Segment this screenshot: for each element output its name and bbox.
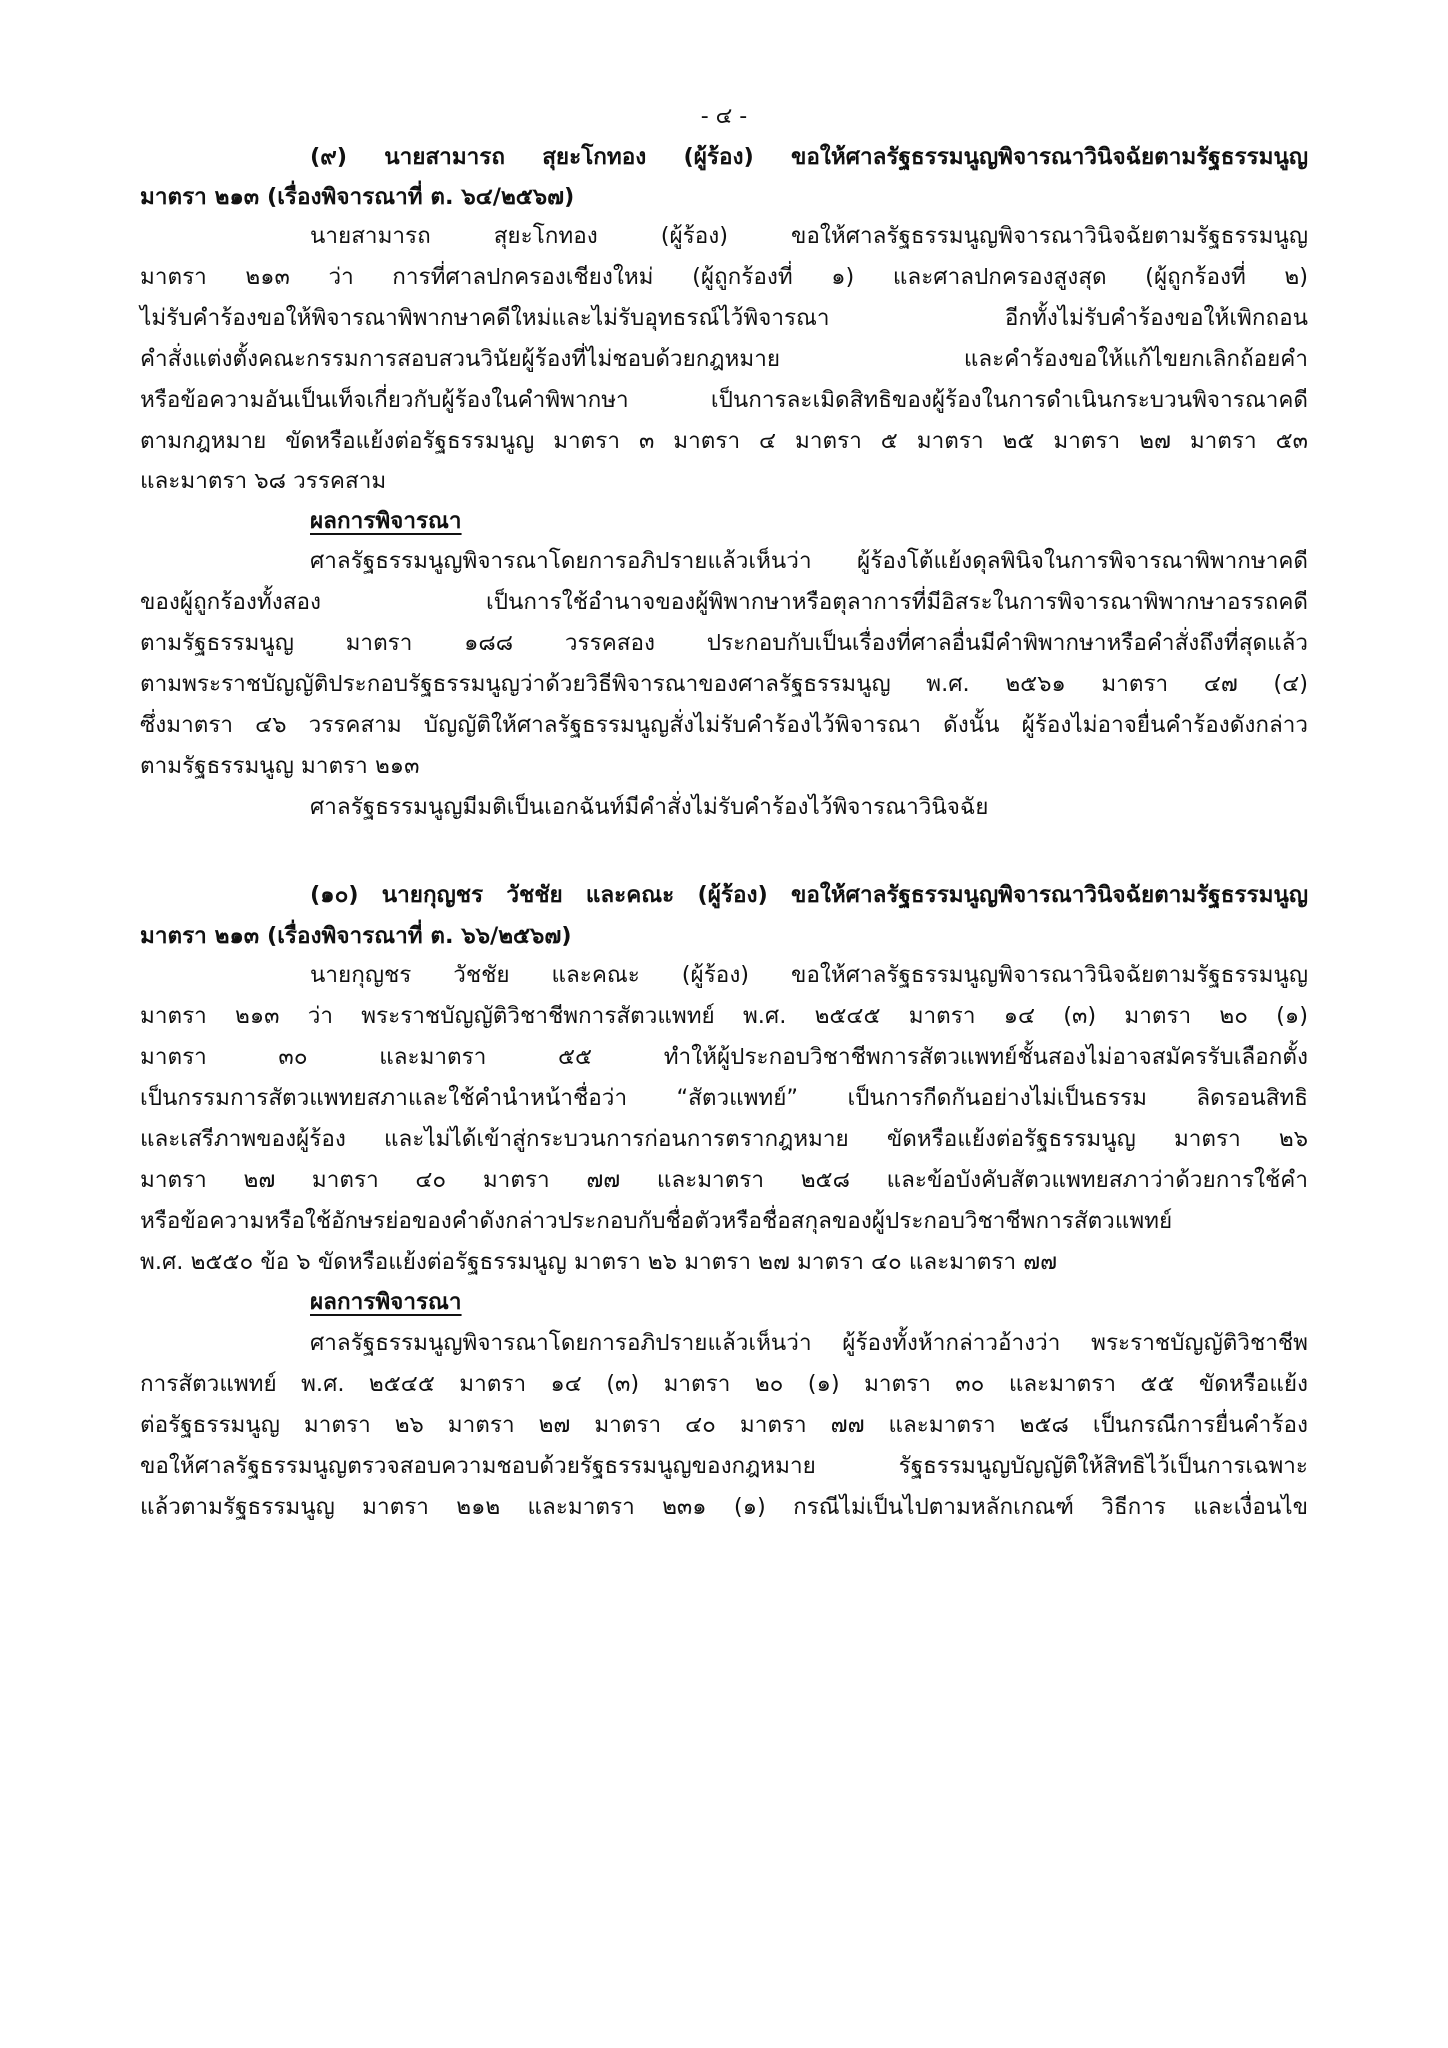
case10-result-line: การสัตวแพทย์ พ.ศ. ๒๕๔๕ มาตรา ๑๔ (๓) มาตรา ๒๐ (๑) มาตรา ๓๐ และมาตรา ๕๕ ขัดหรือแย้ง — [140, 1371, 1308, 1397]
case9-result-line: ตามพระราชบัญญัติประกอบรัฐธรรมนูญว่าด้วยวิธีพิจารณาของศาลรัฐธรรมนูญ พ.ศ. ๒๕๖๑ มาตรา ๔๗ (๔) — [140, 671, 1308, 697]
case10-body-line: เป็นกรรมการสัตวแพทยสภาและใช้คำนำหน้าชื่อว่า “สัตวแพทย์” เป็นการกีดกันอย่างไม่เป็นธรรม ลิดรอนสิทธิ — [140, 1085, 1308, 1111]
case10-body-line: นายกุญชร วัชชัย และคณะ (ผู้ร้อง) ขอให้ศาลรัฐธรรมนูญพิจารณาวินิจฉัยตามรัฐธรรมนูญ — [310, 962, 1308, 988]
case9-result-line: ตามรัฐธรรมนูญ มาตรา ๑๘๘ วรรคสอง ประกอบกับเป็นเรื่องที่ศาลอื่นมีคำพิพากษาหรือคำสั่งถึงที่สุดแล้ว — [140, 630, 1308, 656]
case9-result-line: ศาลรัฐธรรมนูญพิจารณาโดยการอภิปรายแล้วเห็นว่า ผู้ร้องโต้แย้งดุลพินิจในการพิจารณาพิพากษาคดี — [310, 548, 1308, 574]
case9-body-line: มาตรา ๒๑๓ ว่า การที่ศาลปกครองเชียงใหม่ (ผู้ถูกร้องที่ ๑) และศาลปกครองสูงสุด (ผู้ถูกร้องที่ ๒) — [140, 264, 1308, 290]
case9-resolution: ศาลรัฐธรรมนูญมีมติเป็นเอกฉันท์มีคำสั่งไม่รับคำร้องไว้พิจารณาวินิจฉัย — [310, 794, 989, 820]
case9-result-line: ซึ่งมาตรา ๔๖ วรรคสาม บัญญัติให้ศาลรัฐธรรมนูญสั่งไม่รับคำร้องไว้พิจารณา ดังนั้น ผู้ร้องไม่อาจยื่นคำร้องดังกล่าว — [140, 712, 1308, 738]
page-number: - ๔ - — [700, 104, 748, 129]
case10-result-heading: ผลการพิจารณา — [310, 1289, 462, 1315]
case9-body-line: หรือข้อความอันเป็นเท็จเกี่ยวกับผู้ร้องในคำพิพากษา เป็นการละเมิดสิทธิของผู้ร้องในการดำเนินกระบวนพิจารณาคดี — [140, 387, 1308, 413]
case9-body-line: คำสั่งแต่งตั้งคณะกรรมการสอบสวนวินัยผู้ร้องที่ไม่ชอบด้วยกฎหมาย และคำร้องขอให้แก้ไขยกเลิกถ้อยคำ — [140, 346, 1308, 372]
case10-result-line: แล้วตามรัฐธรรมนูญ มาตรา ๒๑๒ และมาตรา ๒๓๑ (๑) กรณีไม่เป็นไปตามหลักเกณฑ์ วิธีการ และเงื่อนไข — [140, 1494, 1308, 1520]
case9-heading-line-2: มาตรา ๒๑๓ (เรื่องพิจารณาที่ ต. ๖๔/๒๕๖๗) — [140, 184, 575, 210]
case9-body-line: นายสามารถ สุยะโกทอง (ผู้ร้อง) ขอให้ศาลรัฐธรรมนูญพิจารณาวินิจฉัยตามรัฐธรรมนูญ — [310, 223, 1308, 249]
case10-result-line: ต่อรัฐธรรมนูญ มาตรา ๒๖ มาตรา ๒๗ มาตรา ๔๐ มาตรา ๗๗ และมาตรา ๒๕๘ เป็นกรณีการยื่นคำร้อง — [140, 1412, 1308, 1438]
case9-body-line: ไม่รับคำร้องขอให้พิจารณาพิพากษาคดีใหม่และไม่รับอุทธรณ์ไว้พิจารณา อีกทั้งไม่รับคำร้องขอให้เพิกถอน — [140, 305, 1308, 331]
case9-body-line: และมาตรา ๖๘ วรรคสาม — [140, 468, 387, 494]
case9-body-line: ตามกฎหมาย ขัดหรือแย้งต่อรัฐธรรมนูญ มาตรา ๓ มาตรา ๔ มาตรา ๕ มาตรา ๒๕ มาตรา ๒๗ มาตรา ๕๓ — [140, 428, 1308, 454]
case10-heading-line-2: มาตรา ๒๑๓ (เรื่องพิจารณาที่ ต. ๖๖/๒๕๖๗) — [140, 923, 572, 949]
case10-body-line: มาตรา ๓๐ และมาตรา ๕๕ ทำให้ผู้ประกอบวิชาชีพการสัตวแพทย์ชั้นสองไม่อาจสมัครรับเลือกตั้ง — [140, 1044, 1308, 1070]
case9-heading-line-1: (๙) นายสามารถ สุยะโกทอง (ผู้ร้อง) ขอให้ศาลรัฐธรรมนูญพิจารณาวินิจฉัยตามรัฐธรรมนูญ — [310, 144, 1308, 170]
case10-body-line: พ.ศ. ๒๕๕๐ ข้อ ๖ ขัดหรือแย้งต่อรัฐธรรมนูญ มาตรา ๒๖ มาตรา ๒๗ มาตรา ๔๐ และมาตรา ๗๗ — [140, 1249, 1058, 1275]
case10-result-line: ศาลรัฐธรรมนูญพิจารณาโดยการอภิปรายแล้วเห็นว่า ผู้ร้องทั้งห้ากล่าวอ้างว่า พระราชบัญญัติวิชาชีพ — [310, 1330, 1308, 1356]
case9-result-line: ของผู้ถูกร้องทั้งสอง เป็นการใช้อำนาจของผู้พิพากษาหรือตุลาการที่มีอิสระในการพิจารณาพิพากษาอรรถคดี — [140, 589, 1308, 615]
case10-body-line: หรือข้อความหรือใช้อักษรย่อของคำดังกล่าวประกอบกับชื่อตัวหรือชื่อสกุลของผู้ประกอบวิชาชีพการสัตวแพทย์ — [140, 1208, 1173, 1234]
case9-result-line: ตามรัฐธรรมนูญ มาตรา ๒๑๓ — [140, 753, 420, 779]
case10-body-line: มาตรา ๒๗ มาตรา ๔๐ มาตรา ๗๗ และมาตรา ๒๕๘ และข้อบังคับสัตวแพทยสภาว่าด้วยการใช้คำ — [140, 1167, 1308, 1193]
case9-result-heading: ผลการพิจารณา — [310, 508, 462, 534]
case10-body-line: มาตรา ๒๑๓ ว่า พระราชบัญญัติวิชาชีพการสัตวแพทย์ พ.ศ. ๒๕๔๕ มาตรา ๑๔ (๓) มาตรา ๒๐ (๑) — [140, 1003, 1308, 1029]
case10-body-line: และเสรีภาพของผู้ร้อง และไม่ได้เข้าสู่กระบวนการก่อนการตรากฎหมาย ขัดหรือแย้งต่อรัฐธรรมนูญ มาตรา ๒๖ — [140, 1126, 1308, 1152]
case10-result-line: ขอให้ศาลรัฐธรรมนูญตรวจสอบความชอบด้วยรัฐธรรมนูญของกฎหมาย รัฐธรรมนูญบัญญัติให้สิทธิไว้เป็นการเฉพาะ — [140, 1453, 1308, 1479]
case10-heading-line-1: (๑๐) นายกุญชร วัชชัย และคณะ (ผู้ร้อง) ขอให้ศาลรัฐธรรมนูญพิจารณาวินิจฉัยตามรัฐธรรมนูญ — [310, 882, 1308, 908]
